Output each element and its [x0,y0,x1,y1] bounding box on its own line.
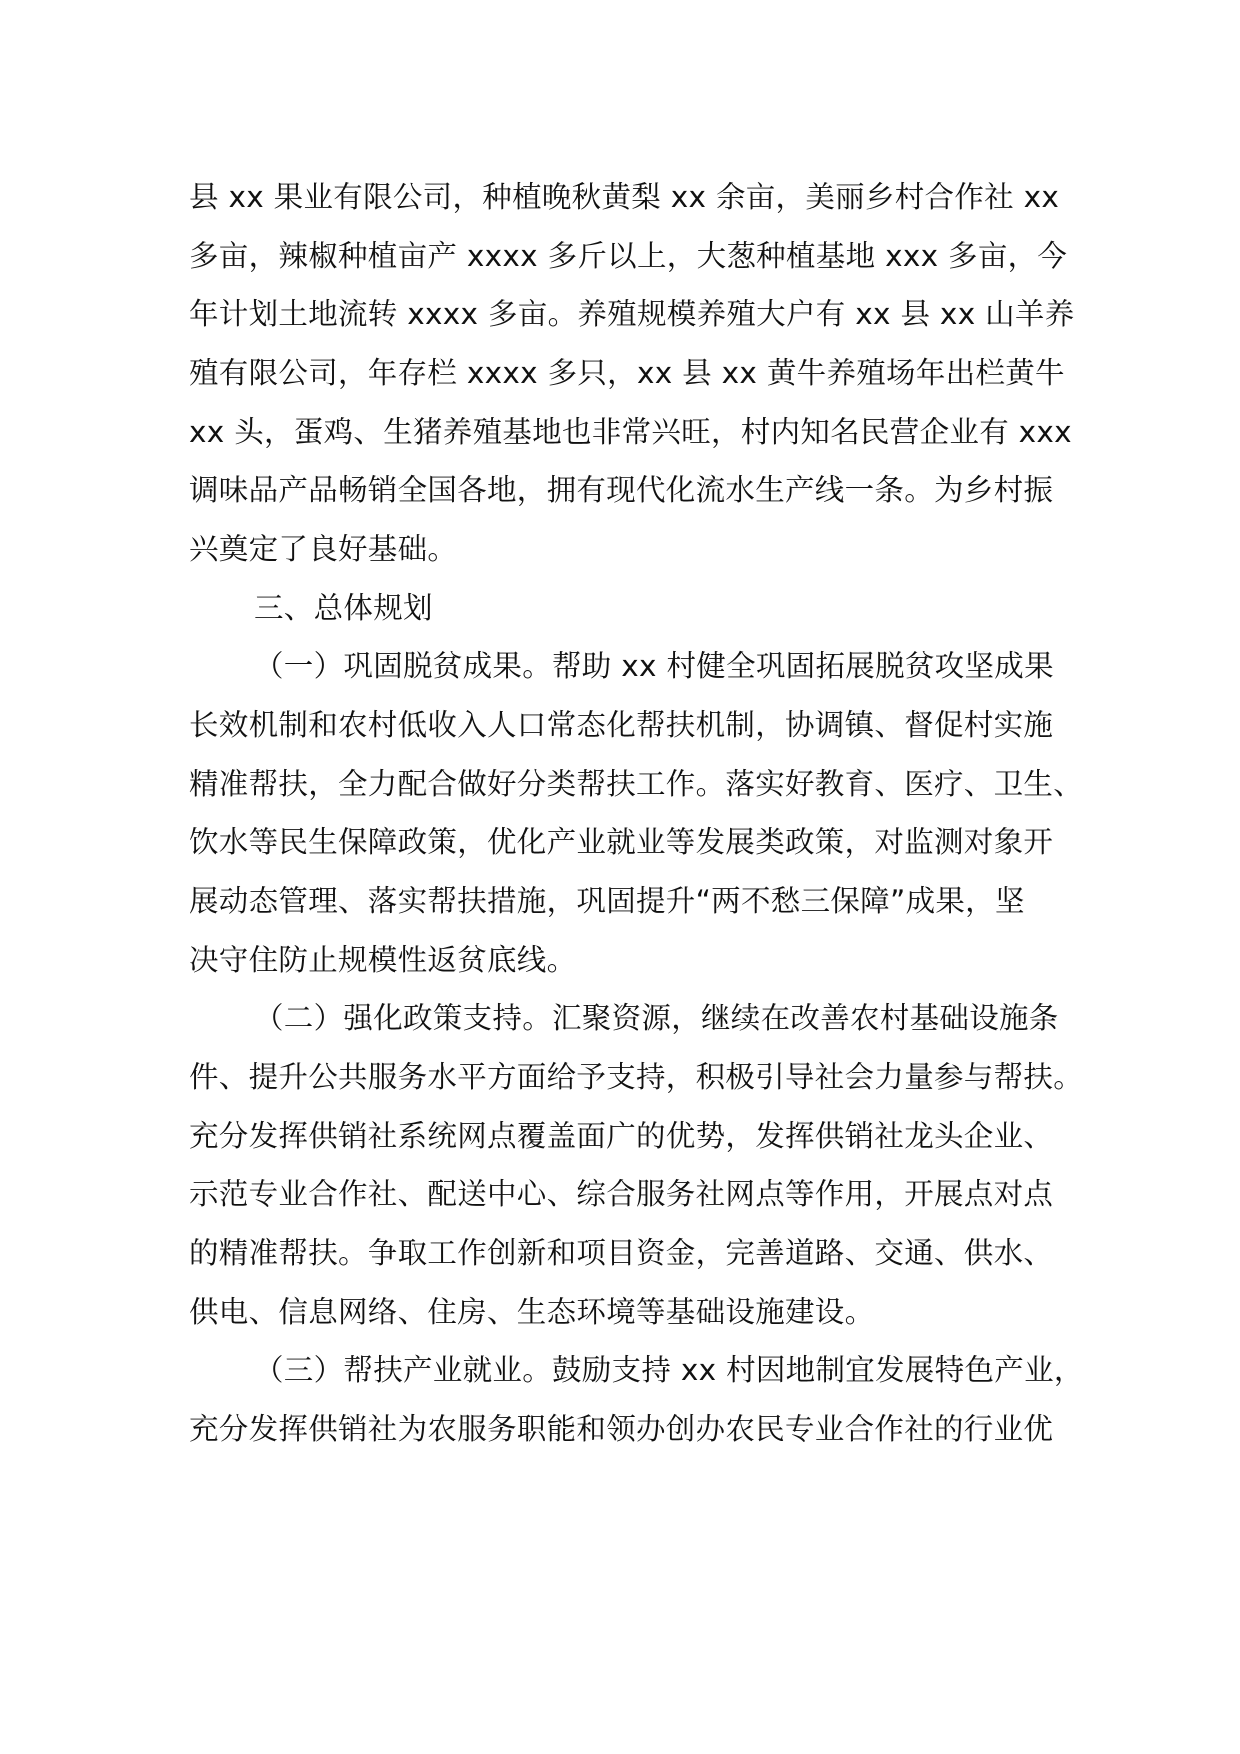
paragraph-line: （三）帮扶产业就业。鼓励支持 xx 村因地制宜发展特色产业， [254,1353,1084,1387]
paragraph-line: 充分发挥供销社系统网点覆盖面广的优势，发挥供销社龙头企业、 [189,1119,1054,1153]
paragraph-line: 件、提升公共服务水平方面给予支持，积极引导社会力量参与帮扶。 [189,1060,1084,1094]
paragraph-line: 县 xx 果业有限公司，种植晚秋黄梨 xx 余亩，美丽乡村合作社 xx [189,180,1060,214]
paragraph-line: 殖有限公司，年存栏 xxxx 多只，xx 县 xx 黄牛养殖场年出栏黄牛 [189,356,1065,390]
paragraph-line: （二）强化政策支持。汇聚资源，继续在改善农村基础设施条 [254,1001,1059,1035]
paragraph-line: 示范专业合作社、配送中心、综合服务社网点等作用，开展点对点 [189,1177,1054,1211]
paragraph-line: 精准帮扶，全力配合做好分类帮扶工作。落实好教育、医疗、卫生、 [189,767,1084,801]
paragraph-line: 充分发挥供销社为农服务职能和领办创办农民专业合作社的行业优 [189,1412,1054,1446]
paragraph-line: 展动态管理、落实帮扶措施，巩固提升“两不愁三保障”成果，坚 [189,884,1025,918]
paragraph-line: 长效机制和农村低收入人口常态化帮扶机制，协调镇、督促村实施 [189,708,1054,742]
paragraph-line: xx 头，蛋鸡、生猪养殖基地也非常兴旺，村内知名民营企业有 xxx [189,415,1072,449]
paragraph-line: 决守住防止规模性返贫底线。 [189,943,577,977]
paragraph-line: 供电、信息网络、住房、生态环境等基础设施建设。 [189,1295,875,1329]
paragraph-line: 调味品产品畅销全国各地，拥有现代化流水生产线一条。为乡村振 [189,473,1054,507]
paragraph-line: 年计划土地流转 xxxx 多亩。养殖规模养殖大户有 xx 县 xx 山羊养 [189,297,1075,331]
paragraph-line: 多亩，辣椒种植亩产 xxxx 多斤以上，大葱种植基地 xxx 多亩，今 [189,239,1068,273]
paragraph-line: 的精准帮扶。争取工作创新和项目资金，完善道路、交通、供水、 [189,1236,1054,1270]
section-heading: 三、总体规划 [254,591,433,625]
paragraph-line: （一）巩固脱贫成果。帮助 xx 村健全巩固拓展脱贫攻坚成果 [254,649,1054,683]
paragraph-line: 兴奠定了良好基础。 [189,532,458,566]
paragraph-line: 饮水等民生保障政策，优化产业就业等发展类政策，对监测对象开 [189,825,1054,859]
